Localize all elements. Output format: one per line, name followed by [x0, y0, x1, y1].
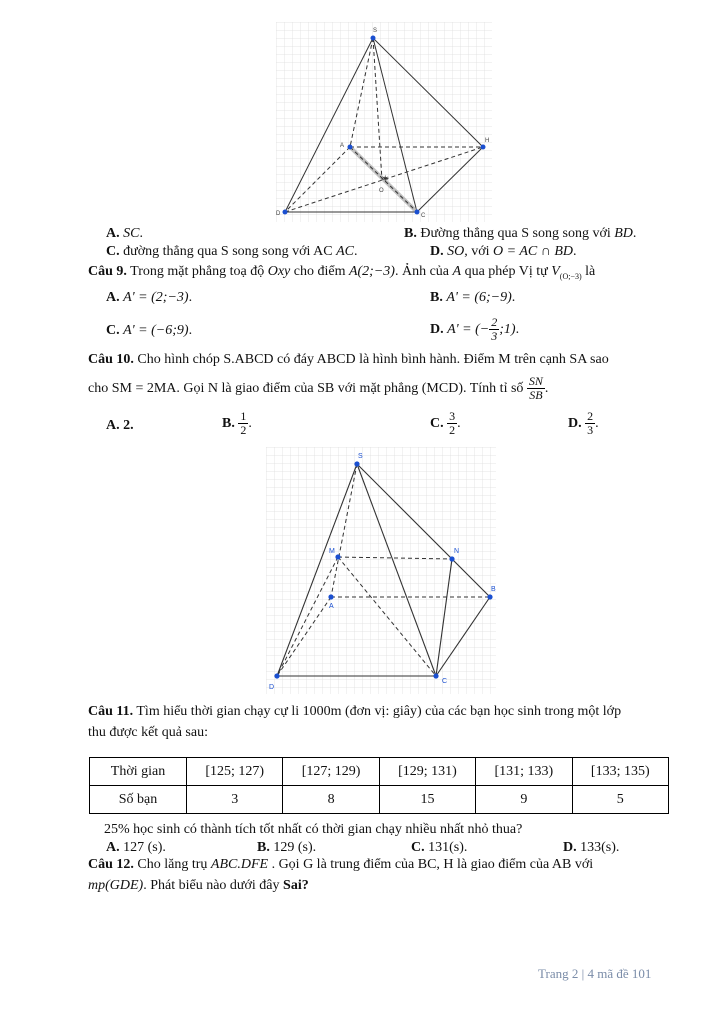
fig1-label-a: A — [340, 143, 345, 149]
q11-data-table — [89, 757, 669, 814]
table-cell: 9 — [476, 786, 572, 814]
table-row — [90, 786, 669, 814]
q8-option-c: C. đường thẳng qua S song song với AC AC. — [106, 244, 358, 259]
table-cell: [129; 131) — [379, 758, 475, 786]
q11-option-a: A. 127 (s). — [106, 840, 166, 855]
table-cell: 5 — [572, 786, 668, 814]
q11-line1: Câu 11. Tìm hiểu thời gian chạy cự li 1000m (đơn vị: giây) của các bạn học sinh trong một lớp — [88, 704, 622, 719]
fig1-label-o: O — [379, 188, 384, 194]
table-cell: 3 — [187, 786, 283, 814]
table-cell: [127; 129) — [283, 758, 379, 786]
fig2-label-d: D — [269, 684, 275, 691]
page-footer: Trang 2 | 4 mã đề 101 — [538, 966, 652, 981]
table-cell: 8 — [283, 786, 379, 814]
table-cell: [131; 133) — [476, 758, 572, 786]
q11-question: 25% học sinh có thành tích tốt nhất có thời gian chạy nhiều nhất nhỏ thua? — [104, 822, 523, 837]
q11-line2: thu được kết quả sau: — [88, 725, 208, 740]
q9-option-d: D. A' = (− $\frac{2}{3}$ ;1). — [430, 315, 520, 344]
fig2-label-s: S — [358, 453, 363, 460]
q10-option-b: B. $\frac{1}{2}$ . — [222, 409, 252, 438]
q11-option-d: D. 133(s). — [563, 840, 620, 855]
fig2-label-n: N — [454, 548, 460, 555]
q10-line2: cho SM = 2MA. Gọi N là giao điểm của SB với mặt phẳng (MCD). Tính tỉ số $\frac{SN}{SB}$ . — [88, 374, 549, 403]
fig2-label-c: C — [442, 678, 448, 685]
table-header-cell: Thời gian — [90, 758, 187, 786]
q10-option-c: C. $\frac{3}{2}$ . — [430, 409, 461, 438]
table-cell: [133; 135) — [572, 758, 668, 786]
fig1-label-d: D — [276, 211, 281, 217]
table-cell: [125; 127) — [187, 758, 283, 786]
fig1-label-s: S — [373, 28, 378, 34]
table-cell: 15 — [379, 786, 475, 814]
q10-line1: Câu 10. Cho hình chóp S.ABCD có đáy ABCD là hình bình hành. Điểm M trên cạnh SA sao — [88, 352, 609, 367]
fig2-label-a: A — [329, 603, 334, 610]
q10-option-d: D. $\frac{2}{3}$ . — [568, 409, 599, 438]
q12-line2: mp(GDE). Phát biểu nào dưới đây Sai? — [88, 878, 309, 893]
q9-option-a: A. A' = (2;−3). — [106, 290, 193, 305]
q8-option-d: D. SO, với O = AC ∩ BD. — [430, 244, 577, 259]
q9-option-b: B. A' = (6;−9). — [430, 290, 516, 305]
fig1-label-h: H — [485, 138, 490, 144]
q12-line1: Câu 12. Cho lăng trụ ABC.DFE . Gọi G là trung điểm của BC, H là giao điểm của AB với — [88, 857, 594, 872]
svg-text:✶: ✶ — [381, 174, 390, 185]
fig2-label-b: B — [491, 586, 496, 593]
q11-option-b: B. 129 (s). — [257, 840, 317, 855]
fig1-label-c: C — [421, 213, 426, 219]
q8-option-b: B. Đường thẳng qua S song song với BD. — [404, 226, 637, 241]
figure-pyramid-2 — [266, 447, 496, 694]
q10-option-a: A. 2. — [106, 418, 134, 433]
fig2-label-m: M — [329, 548, 335, 555]
table-header-cell: Số bạn — [90, 786, 187, 814]
q9-option-c: C. A' = (−6;9). — [106, 323, 193, 338]
q11-option-c: C. 131(s). — [411, 840, 468, 855]
q9-stem: Câu 9. Trong mặt phẳng toạ độ Oxy cho điểm A(2;−3). Ảnh của A qua phép Vị tự $V_{(O;-3)}$ là — [88, 264, 596, 281]
figure-pyramid-1 — [276, 22, 492, 222]
q8-option-a: A. SC. — [106, 226, 143, 241]
table-row — [90, 758, 669, 786]
